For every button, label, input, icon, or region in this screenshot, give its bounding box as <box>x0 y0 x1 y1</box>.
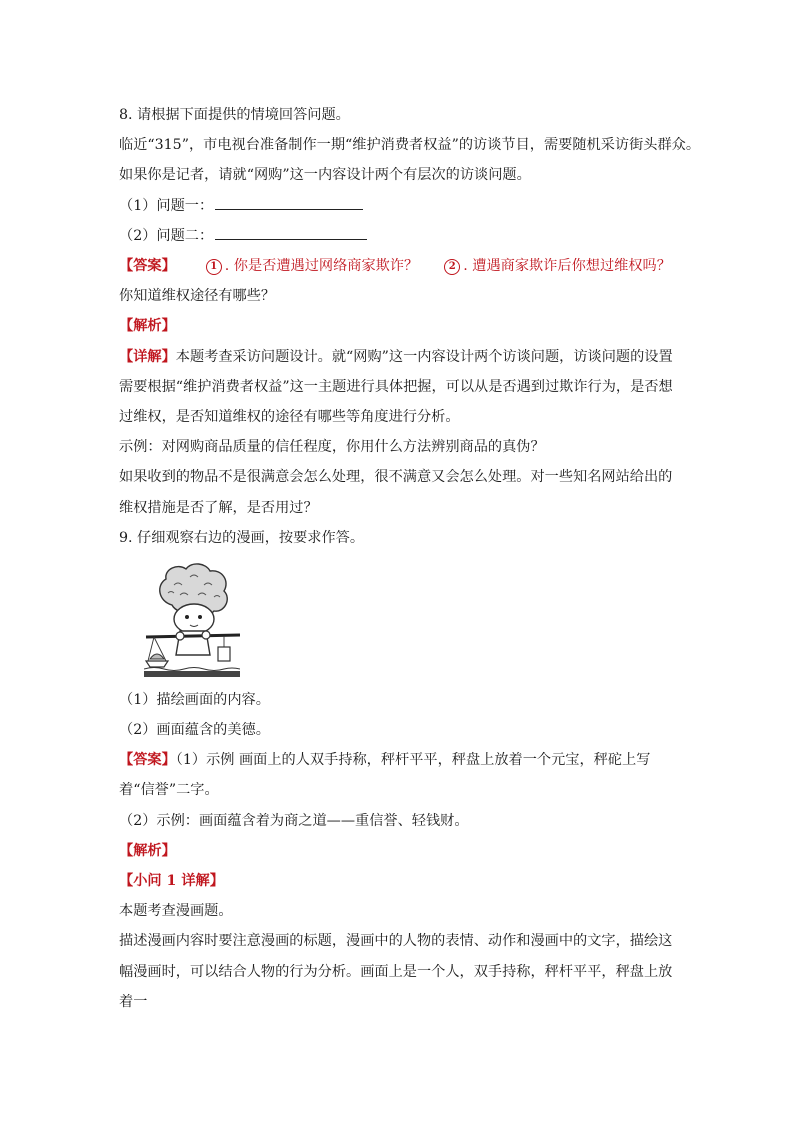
detail-tag: 【详解】 <box>119 348 176 365</box>
q9-subquestion-2: （2）画面蕴含的美德。 <box>119 722 270 739</box>
q8-answer-continued: 你知道维权途径有哪些？ <box>119 288 276 305</box>
q9-subquestion-1: （1）描绘画面的内容。 <box>119 691 270 708</box>
q8-example-1: 示例：对网购商品质量的信任程度，你用什么方法辨别商品的真伪？ <box>119 439 545 456</box>
answer-blank-2[interactable] <box>215 225 367 240</box>
answer-tag: 【答案】 <box>119 257 176 274</box>
analysis-tag: 【解析】 <box>119 318 176 335</box>
q8-detail <box>119 342 679 433</box>
q9-answer-2: （2）示例：画面蕴含着为商之道——重信誉、轻钱财。 <box>119 812 469 829</box>
q8-title: 8. 请根据下面提供的情境回答问题。 <box>119 107 350 123</box>
answer-item-1: . 你是否遭遇过网络商家欺诈？ <box>224 257 419 274</box>
q9-detail-1: 本题考查漫画题。 <box>119 903 233 920</box>
q8-subquestion-1 <box>119 191 679 221</box>
circled-number-2: 2 <box>444 259 460 275</box>
detail-text: 本题考查采访问题设计。就“网购”这一内容设计两个访谈问题，访谈问题的设置需要根据“维护消费者权益”这一主题进行具体把握，可以从是否遇到过欺诈行为，是否想过维权，是否知道维权的途径有哪些等角度进行分析。 <box>119 348 673 425</box>
sub-detail-tag: 【小问 1 详解】 <box>119 873 224 890</box>
comic-illustration <box>144 561 240 677</box>
q8-sub1-label: （1）问题一： <box>119 197 214 214</box>
answer-blank-1[interactable] <box>215 195 363 210</box>
document-page <box>119 100 701 1017</box>
q8-answer <box>119 251 679 281</box>
q8-subquestion-2 <box>119 221 679 251</box>
answer-tag: 【答案】 <box>119 752 176 769</box>
q8-context-line-1: 临近“315”，市电视台准备制作一期“维护消费者权益”的访谈节目，需要随机采访街头群众。 <box>119 137 701 154</box>
q8-context-line-2: 如果你是记者，请就“网购”这一内容设计两个有层次的访谈问题。 <box>119 167 531 184</box>
q9-detail-2: 描述漫画内容时要注意漫画的标题，漫画中的人物的表情、动作和漫画中的文字，描绘这幅漫画时，可以结合人物的行为分析。画面上是一个人，双手持称，秤杆平平，秤盘上放着一 <box>119 933 673 1010</box>
q9-answer-1: （1）示例 画面上的人双手持称，秤杆平平，秤盘上放着一个元宝，秤砣上写着“信誉”二字。 <box>119 752 651 799</box>
q9-title: 9. 仔细观察右边的漫画，按要求作答。 <box>119 529 365 546</box>
answer-item-2: . 遭遇商家欺诈后你想过维权吗？ <box>463 257 671 274</box>
q8-example-2: 如果收到的物品不是很满意会怎么处理，很不满意又会怎么处理。对一些知名网站给出的维权措施是否了解，是否用过？ <box>119 469 673 516</box>
q8-sub2-label: （2）问题二： <box>119 227 214 244</box>
analysis-tag: 【解析】 <box>119 842 176 859</box>
q9-answer <box>119 745 679 805</box>
circled-number-1: 1 <box>206 259 222 275</box>
